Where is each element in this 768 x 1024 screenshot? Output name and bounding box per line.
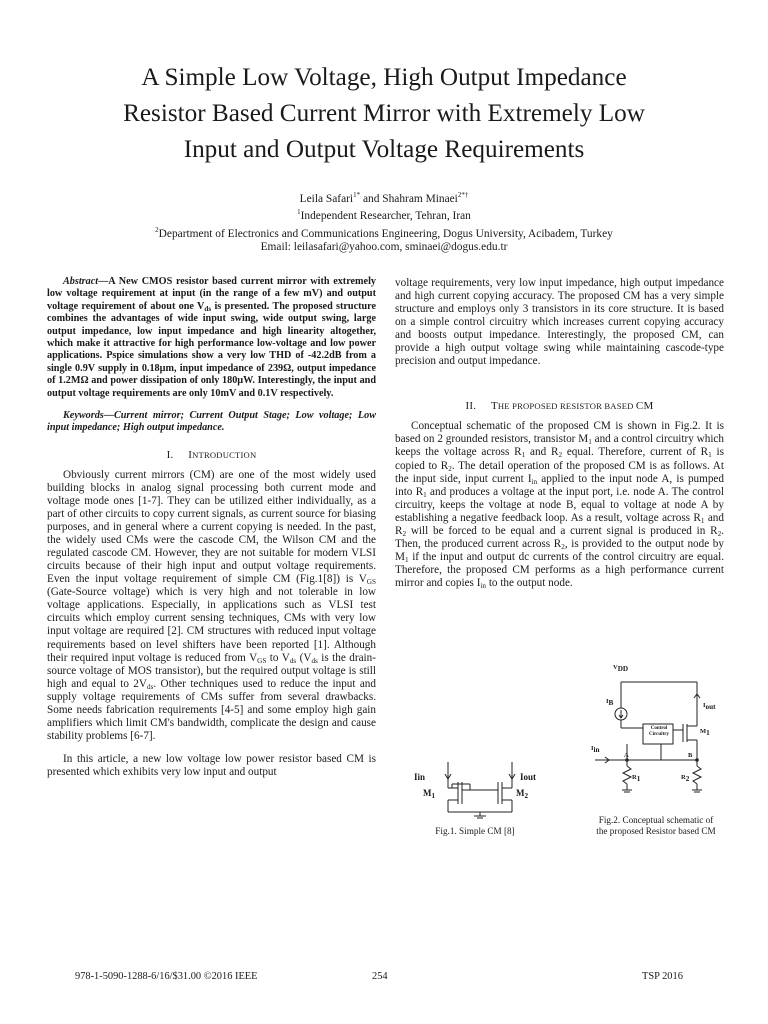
paper-title <box>40 60 728 168</box>
fig2-iout-sub: out <box>705 703 716 711</box>
p1e: is copied to R <box>395 446 724 472</box>
s-h: 1 <box>700 516 705 525</box>
sec2-b: HE PROPOSED RESISTOR BASED <box>497 401 636 412</box>
page-number: 254 <box>372 971 388 982</box>
author-1: Leila Safari <box>299 192 354 205</box>
author-names <box>40 189 728 206</box>
fig2-r1-text: R <box>632 774 637 781</box>
fig2-caption-line-1: Fig.2. Conceptual schematic of <box>598 815 714 825</box>
footer-conference: TSP 2016 <box>642 971 683 982</box>
affiliation-2 <box>40 224 728 241</box>
abstract-text: —A New CMOS resistor based current mirror with extremely low voltage requirement at input (in the range of a few mV) and output voltage requirement of about one V <box>47 276 376 312</box>
sec2-c: CM <box>635 400 654 413</box>
fig1-iin-label: Iin <box>414 772 426 782</box>
fig2-r2-text: R <box>681 774 686 781</box>
fig2-control-line-2: Circuitry <box>649 732 669 737</box>
fig2-r1-sub: 1 <box>636 775 641 783</box>
keywords: Keywords—Current mirror; Current Output Stage; Low voltage; Low input impedance; High output impedance. <box>47 410 376 434</box>
fig2-node-a: A <box>624 752 629 759</box>
intro-paragraph-1 <box>47 469 376 743</box>
fig2-iout-label <box>703 702 716 709</box>
fig1-m1-sub: 1 <box>431 792 436 800</box>
abstract-label: Abstract <box>63 276 99 287</box>
p1j: will be forced to be equal and a current signal is produced in R <box>406 524 718 537</box>
p1n: to the output node. <box>486 576 573 589</box>
author-block <box>40 189 728 255</box>
intro-paragraph-2: In this article, a new low voltage low power resistor based CM is presented which exhibits very low input and output <box>47 752 376 778</box>
fig1-iout-label: Iout <box>520 772 537 782</box>
fig2-node-b: B <box>688 752 693 759</box>
author-1-mark: 1* <box>353 191 361 199</box>
author-2: Shahram Minaei <box>382 192 458 205</box>
intro-p1e: is the drain-source voltage of MOS transistor), but the required output voltage is still high and equal to 2V <box>47 651 376 690</box>
affiliation-2-mark: 2 <box>155 225 159 234</box>
fig1-m2-text: M <box>516 788 525 798</box>
p1h: and produces a voltage at the input port, i.e. node A. The control circuitry, keeps the voltage at node B, equal to voltage at node A by establishing a negative feedback loop. As a result, voltage across R <box>395 485 724 524</box>
fig2-r2-sub: 2 <box>685 775 690 783</box>
p1f: . The detail operation of the proposed CM is as follows. At the input side, input current I <box>395 459 724 485</box>
s-i: 2 <box>402 529 407 538</box>
s-b: 1 <box>521 451 526 460</box>
p1d: equal. Therefore, current of R <box>562 446 709 459</box>
fig1-m2-sub: 2 <box>524 792 529 800</box>
abstract <box>47 276 376 400</box>
s-m: in <box>480 581 487 590</box>
intro-p1f: . Other techniques used to reduce the input and supply voltage requirements of CMs suffer from several drawbacks. Some needs fabrication requirements [4-5] and some employ high gain amplifiers which limit CM's bandwidth, complicate the design and cause stability problems [6-7]. <box>47 677 376 742</box>
fig2-caption-line-2: the proposed Resistor based CM <box>596 826 716 836</box>
fig2-vdd-label <box>613 664 628 671</box>
fig2-m1-label <box>700 728 710 735</box>
s-f: in <box>531 477 538 486</box>
fig2-ib-sub: B <box>608 699 614 707</box>
fig2-m1-text: M <box>700 728 707 735</box>
sub-ds-2: ds <box>311 656 318 665</box>
fig2-vdd-sub: DD <box>617 665 629 673</box>
p1c: and R <box>525 446 559 459</box>
sec1-first: I <box>188 448 193 461</box>
p1i: and R <box>395 511 724 537</box>
fig2-iout-text: I <box>703 702 706 709</box>
author-conj: and <box>360 192 383 205</box>
left-column <box>47 276 376 779</box>
sub-ds-1: ds <box>289 656 297 665</box>
sec2-num: II. <box>465 400 477 413</box>
fig2-iin-text: I <box>591 745 594 752</box>
right-column <box>395 277 724 590</box>
s-g: 1 <box>423 490 427 499</box>
fig2-control-line-1: Control <box>650 726 668 731</box>
title-line-1: A Simple Low Voltage, High Output Impedance <box>141 64 627 91</box>
sec1-num: I. <box>166 448 174 461</box>
fig2-caption <box>570 815 742 837</box>
title-line-2: Resistor Based Current Mirror with Extremely Low <box>123 100 645 127</box>
fig1-caption: Fig.1. Simple CM [8] <box>435 826 515 836</box>
s-e: 2 <box>448 464 452 473</box>
fig2-vdd-text: V <box>613 664 618 671</box>
p1m: if the input and output dc currents of the control circuitry are equal. Therefore, the proposed CM performs as a high performance current mirror and copies I <box>395 550 724 589</box>
affiliation-2-text: Department of Electronics and Communications Engineering, Dogus University, Acibadem, Turkey <box>158 227 613 240</box>
s-j: 2 <box>717 529 722 538</box>
section-heading-intro <box>47 449 376 462</box>
p1k: . Then, the produced current across R <box>395 524 724 550</box>
s-a: 1 <box>588 438 592 447</box>
fig2-r1-label <box>632 774 640 781</box>
fig1-m1-label <box>423 788 435 798</box>
s-l: 1 <box>404 555 409 564</box>
sub-gs-1: GS <box>366 578 376 587</box>
p1g: applied to the input node A, is pumped into R <box>395 472 724 498</box>
fig2-control-label <box>643 726 675 738</box>
intro-p1a: Obviously current mirrors (CM) are one of the most widely used building blocks in analog signal processing both current mode and voltage mode ones [1-7]. They can be utilized either individually, as a part of other circuits to copy current signals, as current source for biasing purposes, and in general where a current copying is needed. In the past, the widely used CMs were the cascode CM, the Wilson CM and the regulated cascode CM. However, they are not suitable for modern VLSI circuits because of their high input and output voltage requirements. Even the input voltage requirement of simple CM (Fig.1[8]) is V <box>47 468 376 586</box>
affiliation-1-mark: 1 <box>297 208 301 217</box>
s-k: 2 <box>561 542 565 551</box>
intro-p1d: (V <box>296 651 312 664</box>
fig1-m1-text: M <box>423 788 432 798</box>
intro-p1c: to V <box>266 651 290 664</box>
fig2-m1-sub: 1 <box>706 729 710 737</box>
p1a: Conceptual schematic of the proposed CM is shown in Fig.2. It is based on 2 grounded resistors, transistor M <box>395 420 724 446</box>
affiliation-1-text: Independent Researcher, Tehran, Iran <box>300 210 471 223</box>
abstract-sub: ds <box>204 304 212 313</box>
s-c: 2 <box>558 451 563 460</box>
p1l: , is provided to the output node by M <box>395 537 724 563</box>
right-paragraph-1: voltage requirements, very low input impedance, high output impedance and high current copying accuracy. The proposed CM has a very simple structure and employs only 3 transistors in its core structure. It is based on a simple control circuitry which increases current copying accuracy and boosts output impedance. Interestingly, the proposed CM, can provide a high output voltage swing while maintaining cascode-type precision and output impedance. <box>395 277 724 368</box>
p1b: and a control circuitry which keeps the voltage across R <box>395 433 724 459</box>
sec2-a: T <box>490 400 498 413</box>
abstract-text-2: is presented. The proposed structure combines the advantages of wide input swing, wide output swing, large output impedance, low input impedance and high linearity altogether, which make it attractive for high performance low-voltage and low power applications. Pspice simulations show a very low THD of -42.2dB from a single 0.9V supply in 0.18µm, input impedance of 239Ω, output impedance of 1.2MΩ and power dissipation of only 180µW. Interestingly, the input and output voltage requirements are only 10mV and 0.1V respectively. <box>47 300 377 399</box>
fig2-iin-sub: in <box>593 746 600 754</box>
fig1-m2-label <box>516 788 528 798</box>
sub-gs-2: GS <box>257 656 267 665</box>
affiliation-1 <box>40 206 728 223</box>
footer-copyright: 978-1-5090-1288-6/16/$31.00 ©2016 IEEE <box>75 971 258 982</box>
fig2-iin-label <box>591 745 600 752</box>
title-line-3: Input and Output Voltage Requirements <box>183 136 585 163</box>
intro-p1b: (Gate-Source voltage) which is very high and not tolerable in low voltage applications. Especially, in applications such as VLSI test circuits which employ current sensing techniques, CMs with very low input voltage are required [2]. CM structures with reduced input voltage requirements based on level shifters have been reported [1]. Although their required input voltage is reduced from V <box>47 586 376 664</box>
proposed-paragraph <box>395 420 724 590</box>
s-d: 1 <box>708 451 712 460</box>
author-2-mark: 2*† <box>457 191 469 199</box>
sub-ds-3: ds <box>146 682 154 691</box>
author-email: Email: leilasafari@yahoo.com, sminaei@dogus.edu.tr <box>260 241 508 254</box>
fig2-r2-label <box>681 774 689 781</box>
section-heading-proposed <box>395 400 724 413</box>
sec1-rest: NTRODUCTION <box>192 449 257 460</box>
fig2-ib-text: I <box>606 698 609 705</box>
fig2-ib-label <box>606 698 613 705</box>
